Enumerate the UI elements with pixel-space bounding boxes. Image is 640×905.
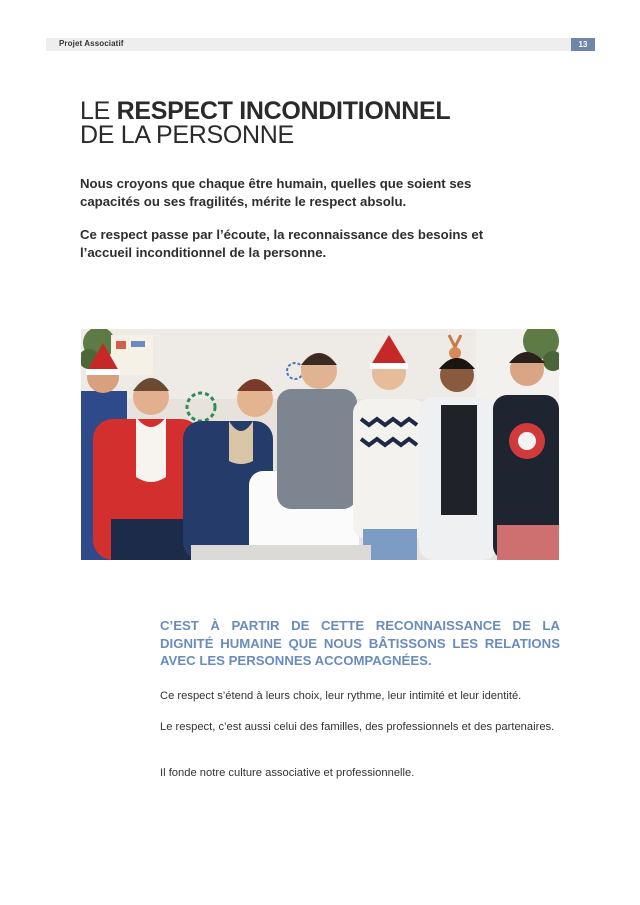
- group-photo-illustration: [81, 329, 559, 560]
- page-header: [46, 38, 595, 51]
- body-paragraph-1: Ce respect s’étend à leurs choix, leur rythme, leur intimité et leur identité.: [160, 690, 522, 702]
- document-title: Projet Associatif: [59, 39, 124, 48]
- title-line2: DE LA PERSONNE: [80, 121, 294, 149]
- page-title: [80, 99, 450, 147]
- intro-paragraph-2: Ce respect passe par l’écoute, la reconnaissance des besoins et l’accueil inconditionnel de la personne.: [80, 227, 484, 260]
- title-emphasis: RESPECT INCONDITIONNEL: [116, 97, 451, 125]
- title-prefix: LE: [80, 97, 117, 125]
- intro-paragraph-1: Nous croyons que chaque être humain, quelles que soient ses capacités ou ses fragilités, mérite le respect absolu.: [80, 176, 472, 209]
- page-number: 13: [571, 38, 595, 51]
- group-photo: [81, 329, 559, 560]
- highlight-quote: C’EST À PARTIR DE CETTE RECONNAISSANCE DE LA DIGNITÉ HUMAINE QUE NOUS BÂTISSONS LES RELATIONS AVEC LES PERSONNES ACCOMPAGNÉES.: [160, 618, 560, 668]
- body-paragraph-3: Il fonde notre culture associative et professionnelle.: [160, 767, 415, 779]
- body-paragraph-2: Le respect, c’est aussi celui des familles, des professionnels et des partenaires.: [160, 721, 555, 733]
